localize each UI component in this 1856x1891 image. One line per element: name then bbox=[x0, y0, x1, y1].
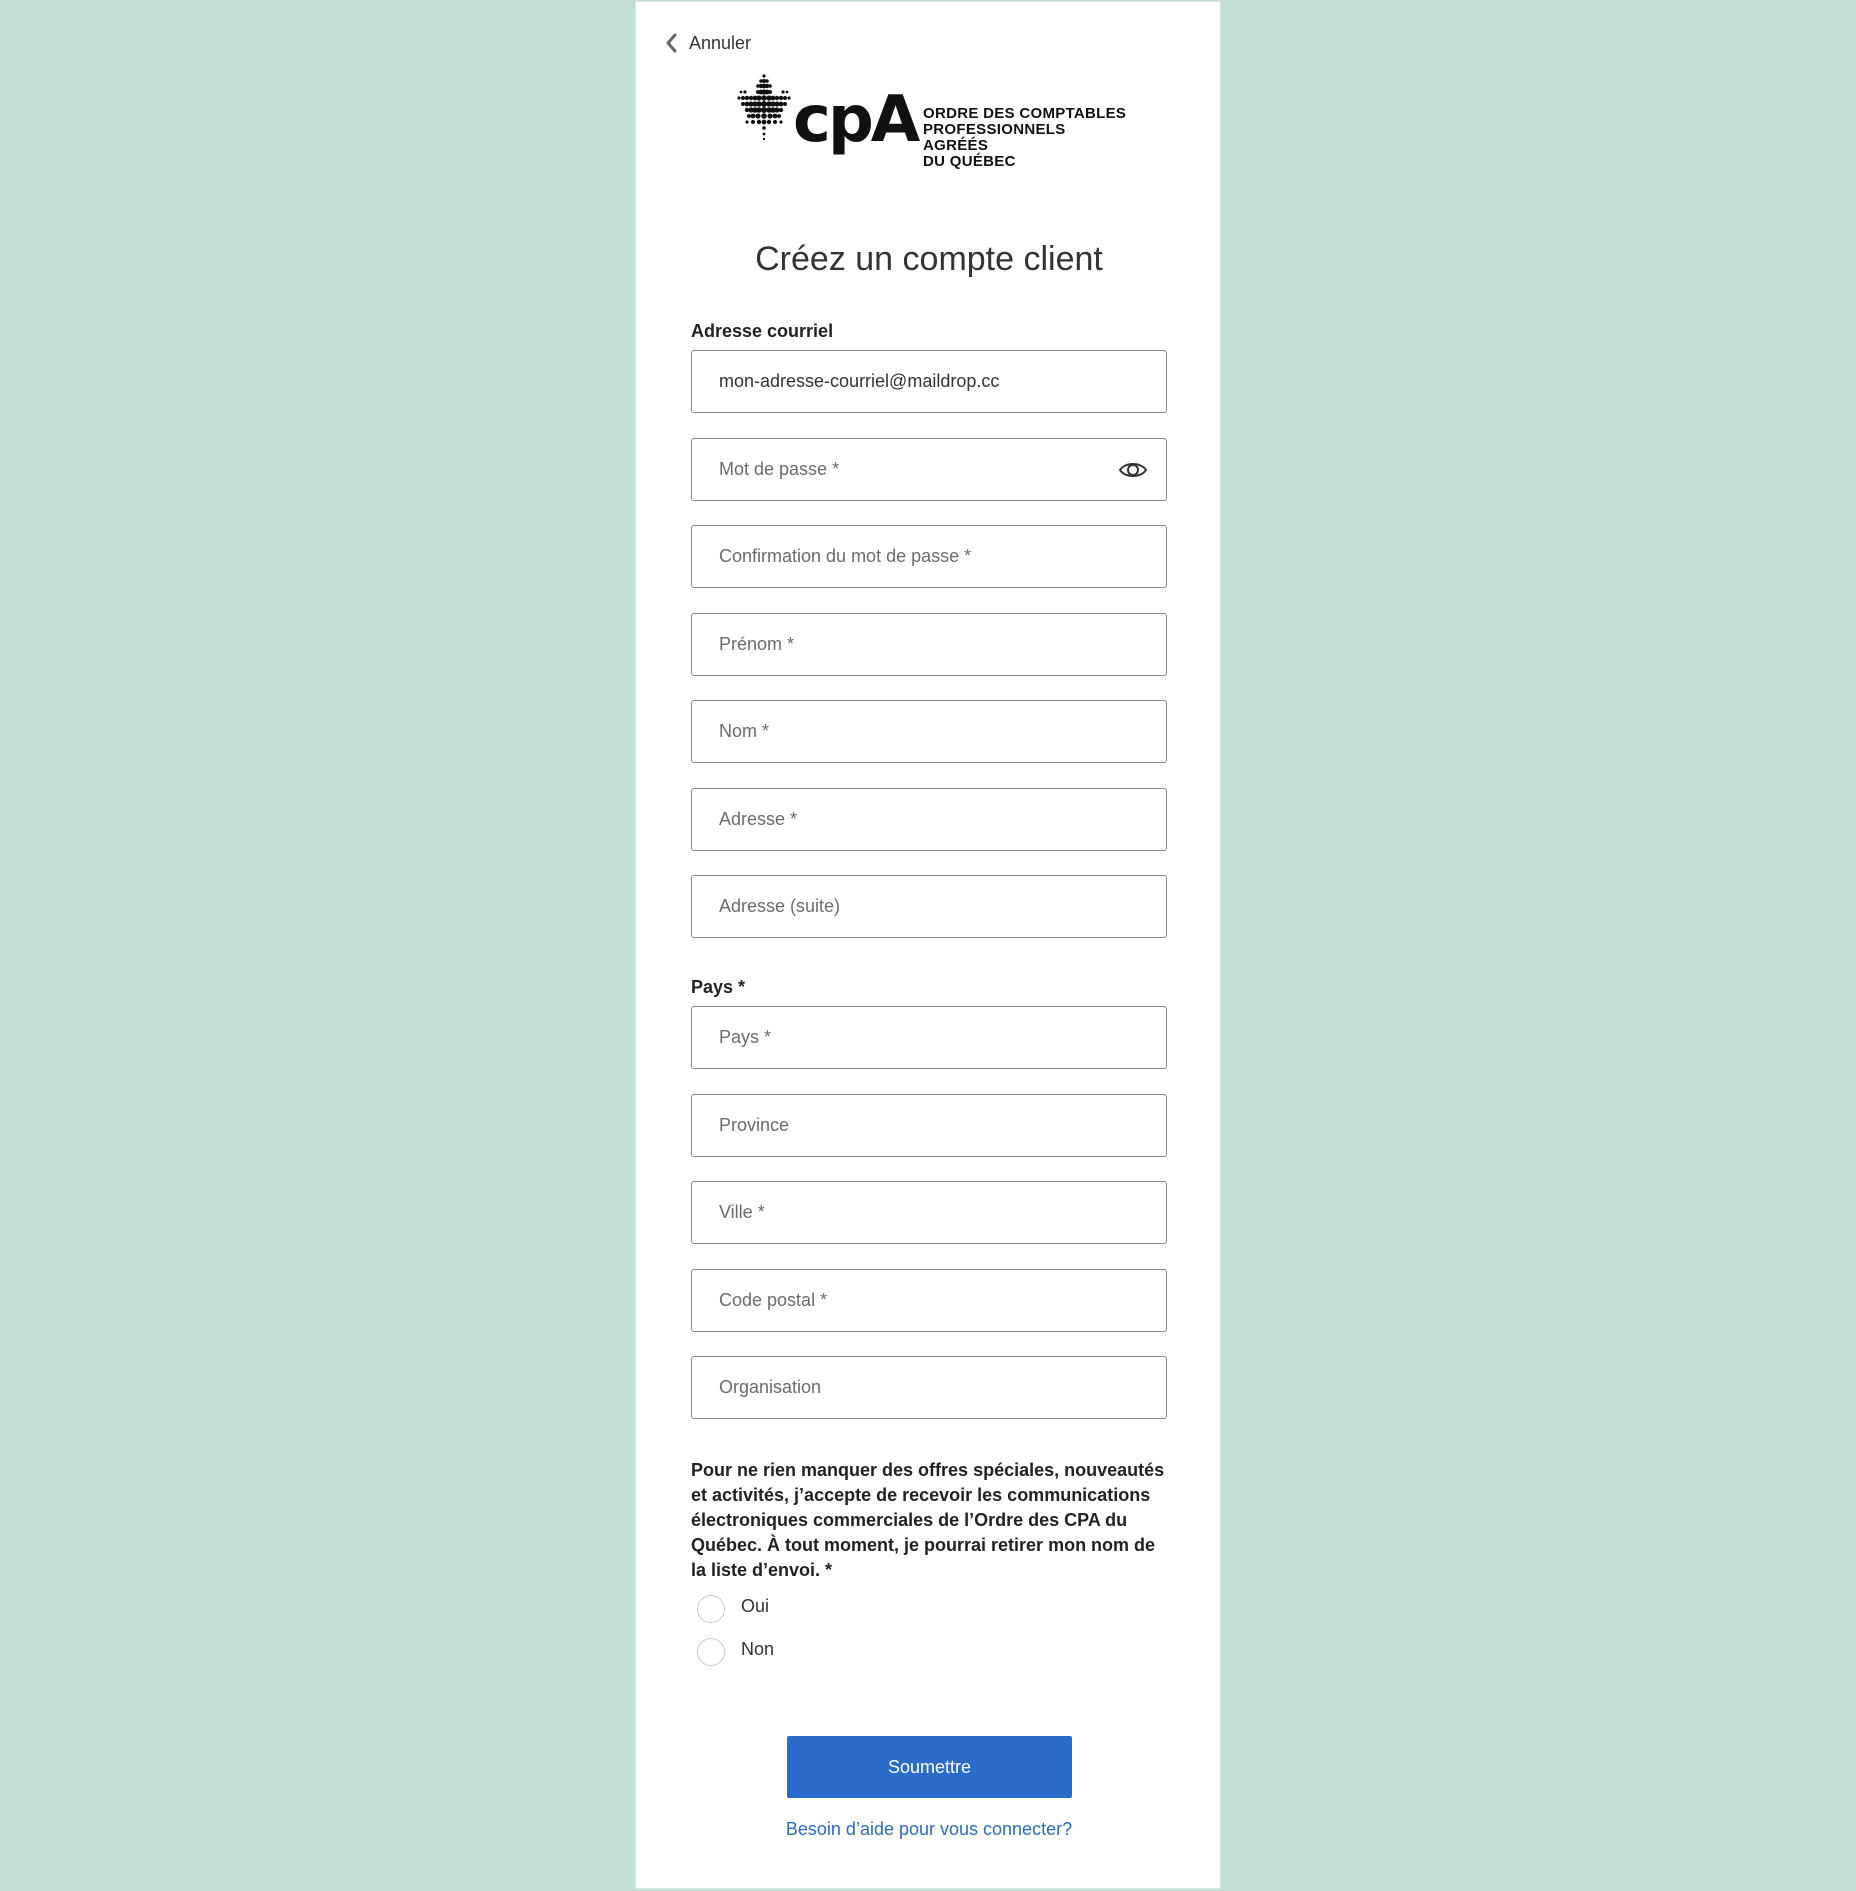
province-field-wrapper bbox=[691, 1094, 1167, 1157]
last-name-field-wrapper bbox=[691, 700, 1167, 763]
address2-field[interactable] bbox=[692, 876, 1166, 937]
consent-no-option[interactable] bbox=[697, 1638, 774, 1666]
first-name-field[interactable] bbox=[692, 614, 1166, 675]
page-title: Créez un compte client bbox=[755, 240, 1103, 278]
address-field-wrapper bbox=[691, 788, 1167, 851]
password-field[interactable] bbox=[692, 439, 1166, 500]
email-label: Adresse courriel bbox=[691, 321, 834, 341]
consent-yes-option[interactable] bbox=[697, 1595, 769, 1623]
country-label: Pays * bbox=[691, 977, 746, 997]
logo-tagline-line: DU QUÉBEC bbox=[923, 153, 1016, 170]
password-confirm-field-wrapper bbox=[691, 525, 1167, 588]
password-field-wrapper bbox=[691, 438, 1167, 501]
cpa-logo bbox=[733, 72, 1133, 168]
logo-tagline-line: PROFESSIONNELS AGRÉÉS bbox=[923, 121, 1066, 154]
consent-text: Pour ne rien manquer des offres spéciales, nouveautés et activités, j’accepte de recevoir les communications électroniques commerciales de l’Ordre des CPA du Québec. À tout moment, je pourrai retirer mon nom de la liste d’envoi. * bbox=[691, 1460, 1165, 1580]
consent-no-label: Non bbox=[741, 1638, 775, 1659]
chevron-left-icon bbox=[663, 32, 681, 54]
consent-no-radio[interactable] bbox=[697, 1638, 725, 1666]
password-confirm-field[interactable] bbox=[692, 526, 1166, 587]
consent-yes-radio[interactable] bbox=[697, 1595, 725, 1623]
city-field[interactable] bbox=[692, 1182, 1166, 1243]
logo-tagline-line: ORDRE DES COMPTABLES bbox=[923, 105, 1127, 122]
signup-card bbox=[635, 1, 1221, 1889]
logo-tagline bbox=[923, 106, 1133, 170]
logo-wordmark: cpA bbox=[793, 83, 918, 157]
address-field[interactable] bbox=[692, 789, 1166, 850]
city-field-wrapper bbox=[691, 1181, 1167, 1244]
organization-field-wrapper bbox=[691, 1356, 1167, 1419]
cancel-link[interactable] bbox=[663, 32, 751, 54]
eye-icon[interactable] bbox=[1118, 459, 1148, 481]
postal-code-field-wrapper bbox=[691, 1269, 1167, 1332]
province-field[interactable] bbox=[692, 1095, 1166, 1156]
submit-button[interactable]: Soumettre bbox=[787, 1736, 1072, 1798]
address2-field-wrapper bbox=[691, 875, 1167, 938]
maple-leaf-dots-icon bbox=[733, 72, 795, 144]
cancel-label: Annuler bbox=[689, 32, 752, 53]
email-field-wrapper bbox=[691, 350, 1167, 413]
consent-yes-label: Oui bbox=[741, 1595, 770, 1616]
organization-field[interactable] bbox=[692, 1357, 1166, 1418]
country-field[interactable] bbox=[692, 1007, 1166, 1068]
country-field-wrapper bbox=[691, 1006, 1167, 1069]
email-field[interactable] bbox=[692, 351, 1166, 412]
postal-code-field[interactable] bbox=[692, 1270, 1166, 1331]
last-name-field[interactable] bbox=[692, 701, 1166, 762]
help-link[interactable]: Besoin d’aide pour vous connecter? bbox=[785, 1819, 1073, 1839]
first-name-field-wrapper bbox=[691, 613, 1167, 676]
